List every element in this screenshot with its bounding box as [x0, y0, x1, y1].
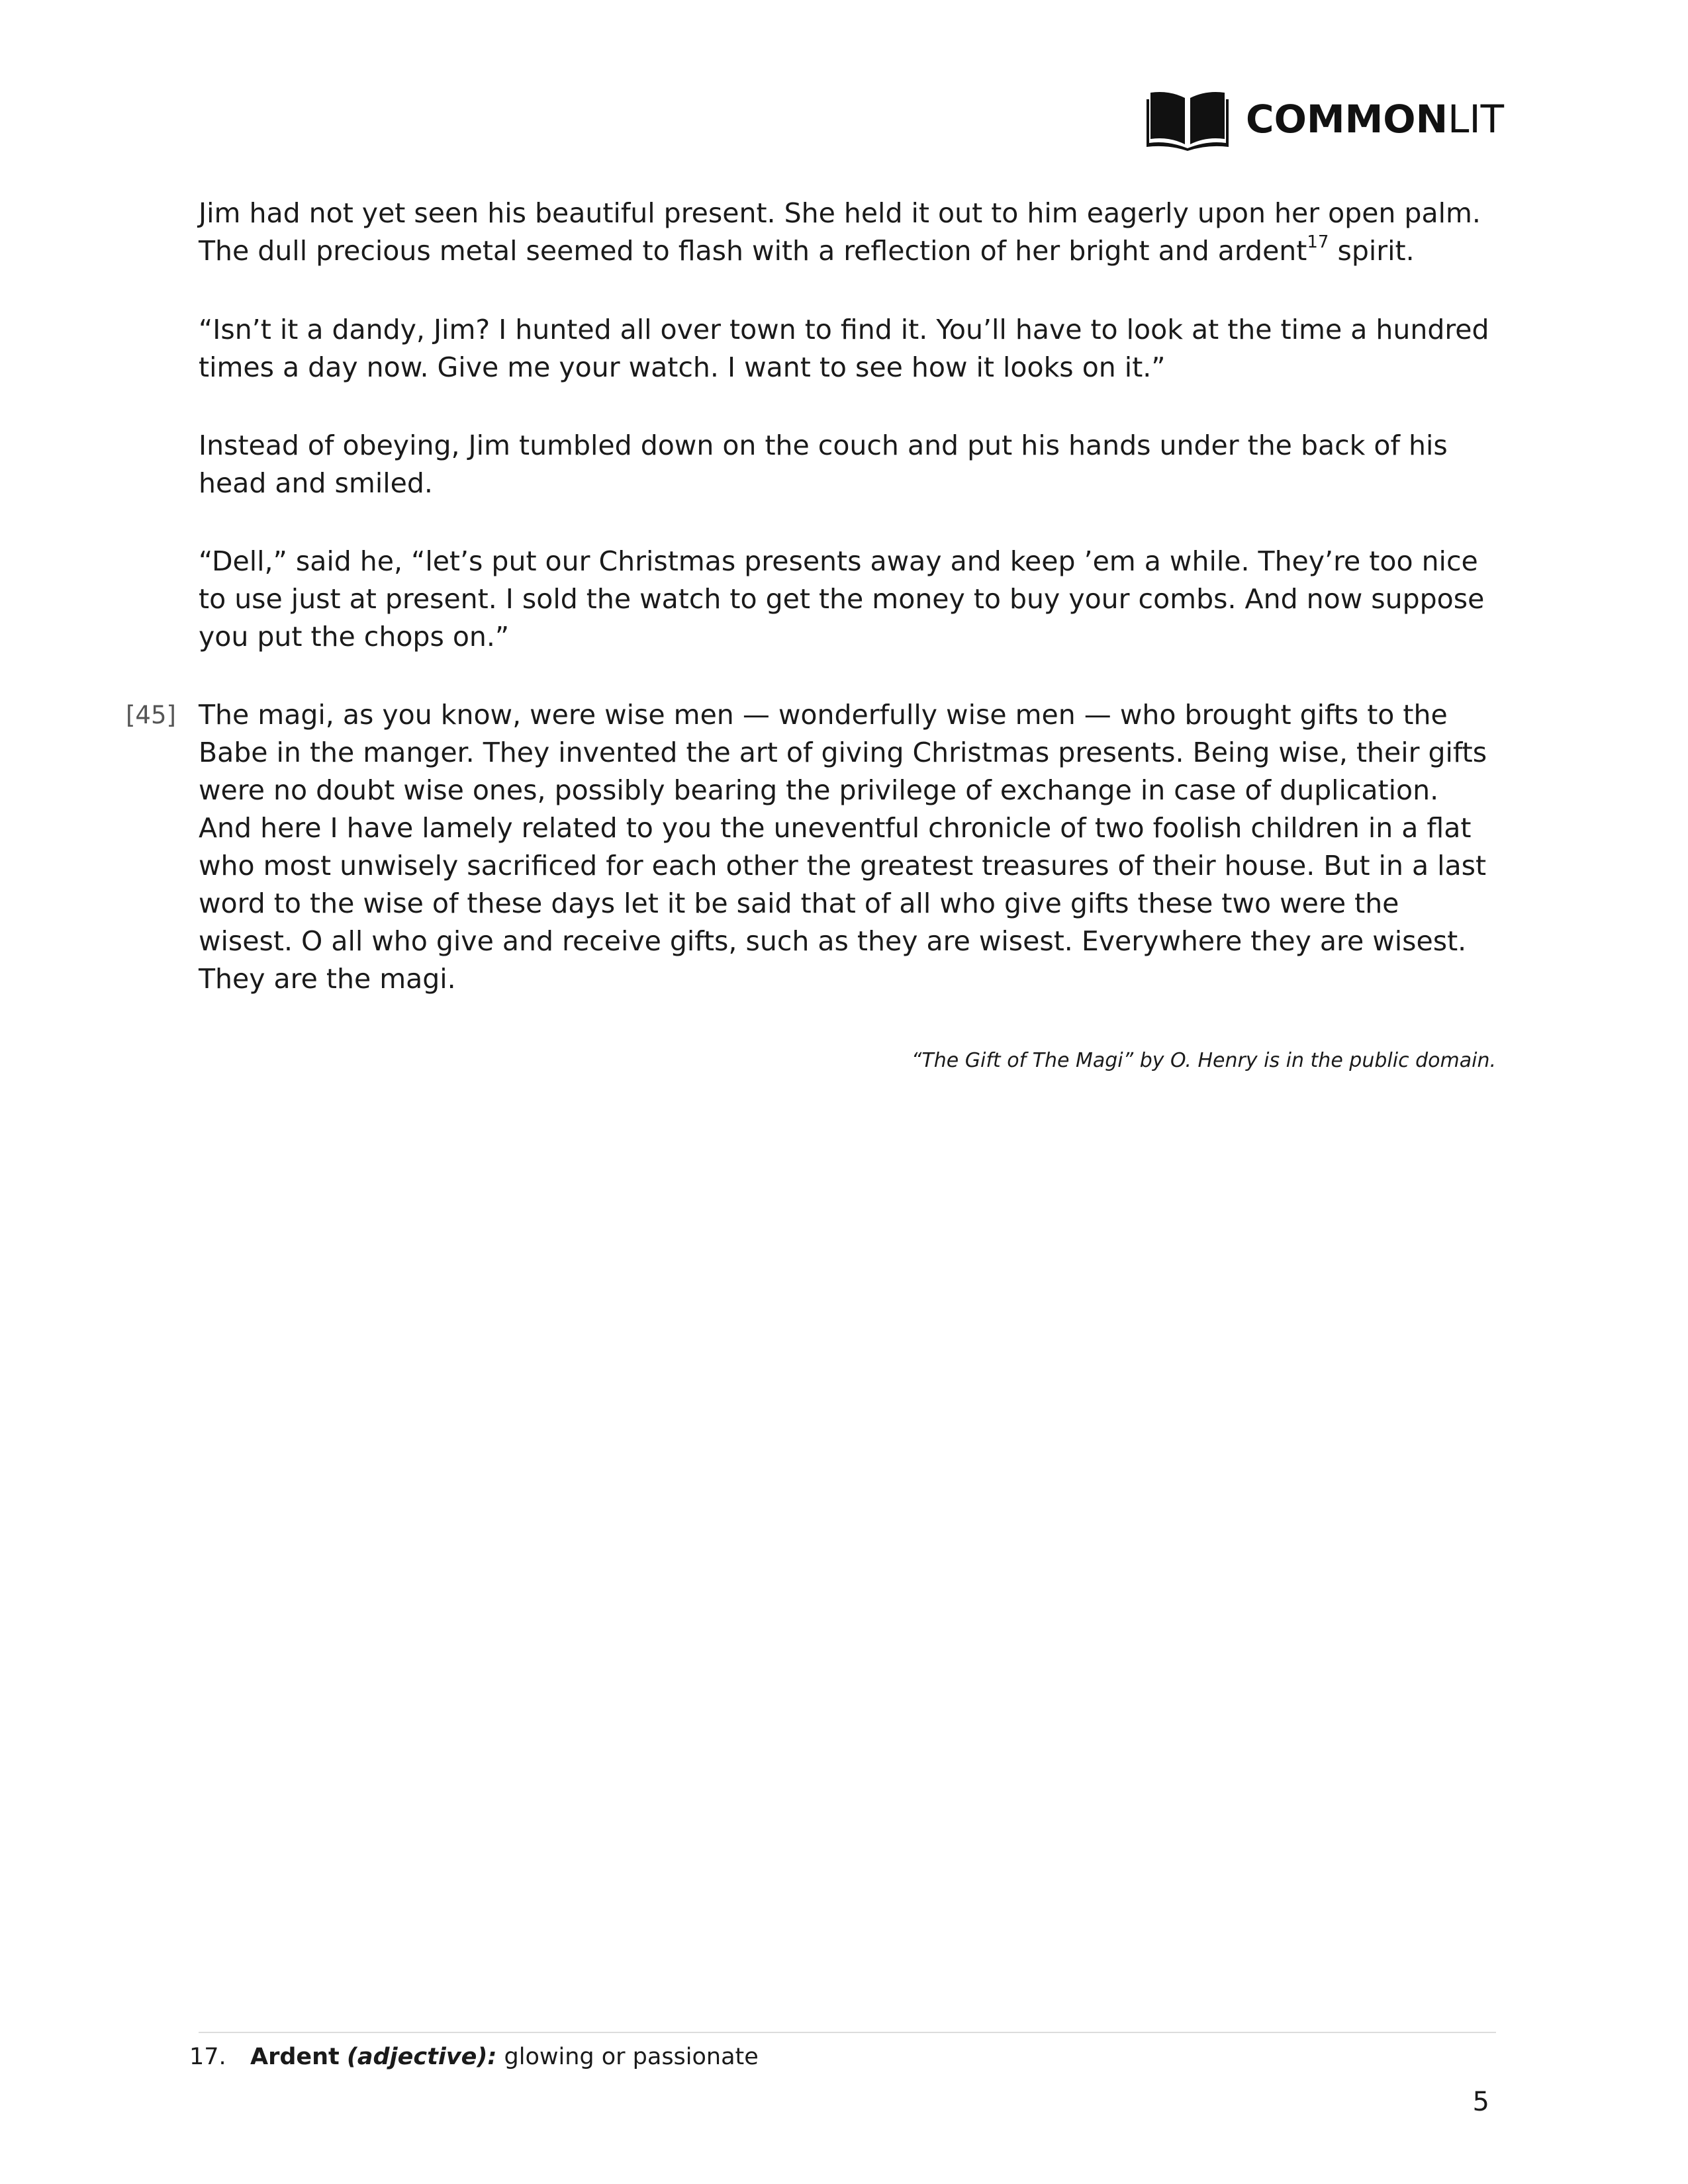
paragraph-number: [45] — [126, 701, 176, 729]
logo-text-light: LIT — [1448, 97, 1505, 142]
paragraph-1-text-end: spirit. — [1329, 235, 1415, 267]
paragraph-1-text: Jim had not yet seen his beautiful present. She held it out to him eagerly upon her open palm. The dull precious metal seemed to flash with a reflection of her bright and ardent — [199, 197, 1481, 267]
paragraph-4: “Dell,” said he, “let’s put our Christmas presents away and keep ’em a while. They’re too nice to use just at present. I sold the watch to get the money to buy your combs. And now suppose you put the chops on.” — [199, 545, 1485, 653]
footnote-term: Ardent — [250, 2044, 340, 2070]
logo-wordmark — [1246, 97, 1504, 142]
footnote-divider — [199, 2032, 1496, 2033]
paragraph-2: “Isn’t it a dandy, Jim? I hunted all over town to find it. You’ll have to look at the time a hundred times a day now. Give me your watch. I want to see how it looks on it.” — [199, 314, 1489, 383]
commonlit-logo — [1147, 87, 1505, 151]
paragraph-3: Instead of obeying, Jim tumbled down on the couch and put his hands under the back of his head and smiled. — [199, 430, 1448, 499]
open-book-icon — [1147, 87, 1229, 151]
footnote-ref-17[interactable]: 17 — [1307, 232, 1329, 253]
source-attribution: “The Gift of The Magi” by O. Henry is in the public domain. — [911, 1049, 1496, 1072]
footnote-17 — [189, 2040, 759, 2074]
footnote-number: 17. — [189, 2044, 226, 2070]
footnote-part-of-speech: (adjective): — [346, 2044, 497, 2070]
logo-text-bold: COMMON — [1246, 97, 1448, 142]
footnote-definition: glowing or passionate — [496, 2044, 759, 2070]
page-number: 5 — [1472, 2087, 1489, 2117]
paragraph-5: The magi, as you know, were wise men — wonderfully wise men — who brought gifts to the Babe in the manger. They invented the art of giving Christmas presents. Being wise, their gifts were no doubt wise ones, possibly bearing the privilege of exchange in case of duplication. And here I have lamely related to you the uneventful chronicle of two foolish children in a flat who most unwisely sacrificed for each other the greatest treasures of their house. But in a last word to the wise of these days let it be said that of all who give gifts these two were the wisest. O all who give and receive gifts, such as they are wisest. Everywhere they are wisest. They are the magi. — [199, 699, 1487, 995]
paragraph-1 — [199, 195, 1496, 270]
